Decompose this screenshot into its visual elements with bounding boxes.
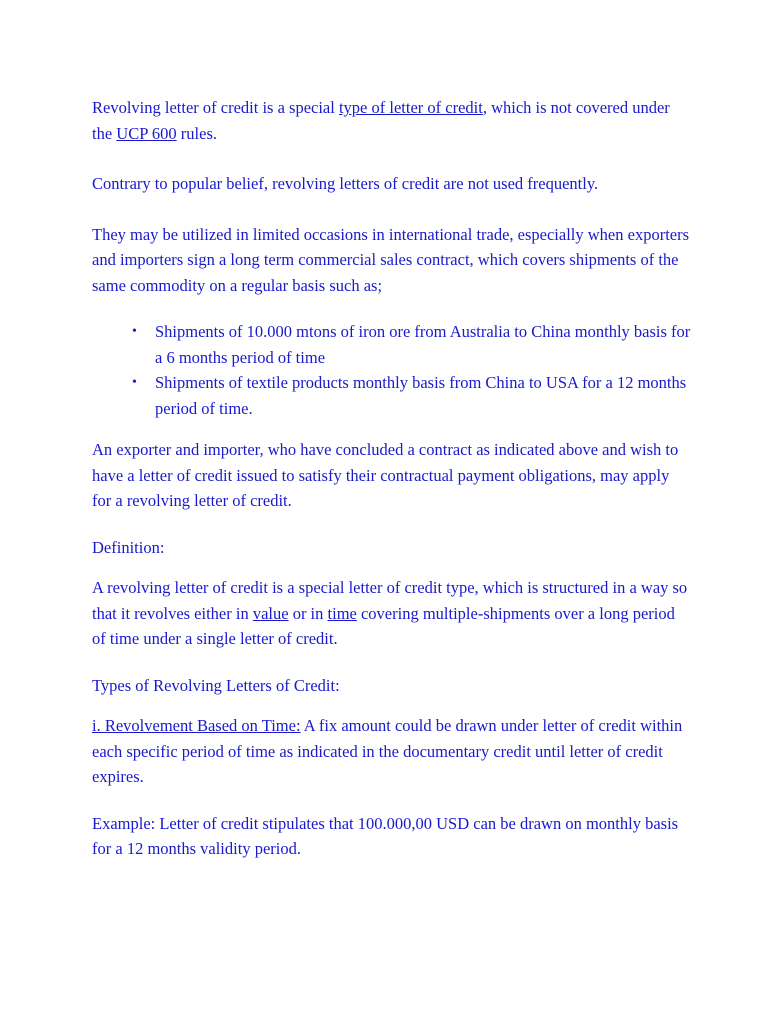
type-of-letter-of-credit-link[interactable]: type of letter of credit	[338, 98, 483, 117]
revolvement-time-paragraph	[92, 713, 692, 790]
revolvement-time-text: A fix amount could be drawn under letter of credit within each specific period of time as indicated in the documentary credit until letter of credit expires.	[92, 716, 683, 786]
definition-text-1: A revolving letter of credit is a special letter of credit type, which is structured in a way so that it revolves either in	[92, 578, 688, 623]
usage-paragraph: They may be utilized in limited occasions in international trade, especially when exporters and importers sign a long term commercial sales contract, which covers shipments of the same commodity on a regular basis such as;	[92, 224, 690, 295]
intro-text-3: rules.	[176, 123, 217, 143]
intro-text-1: Revolving letter of credit is a special	[92, 98, 339, 117]
definition-heading: Definition:	[92, 537, 165, 557]
definition-text-3: covering multiple-shipments over a long period of time under a single letter of credit.	[92, 603, 675, 648]
definition-paragraph	[92, 575, 692, 652]
time-term: time	[327, 603, 357, 623]
bullet-icon: •	[132, 375, 137, 390]
types-heading: Types of Revolving Letters of Credit:	[92, 675, 340, 695]
intro-paragraph	[92, 95, 692, 146]
example-paragraph: Example: Letter of credit stipulates that 100.000,00 USD can be drawn on monthly basis for a 12 months validity period.	[92, 813, 679, 858]
intro-text-2: , which is not covered under the	[92, 98, 670, 143]
list-item-text: Shipments of textile products monthly basis from China to USA for a 12 months period of time.	[155, 373, 687, 418]
value-term: value	[252, 603, 289, 623]
shipment-examples-list	[92, 319, 692, 421]
exporter-importer-paragraph: An exporter and importer, who have concluded a contract as indicated above and wish to have a letter of credit issued to satisfy their contractual payment obligations, may apply for a revolving letter of credit.	[92, 440, 679, 510]
list-item	[132, 319, 692, 370]
document-page	[92, 95, 692, 862]
bullet-icon: •	[132, 324, 137, 339]
contrary-paragraph: Contrary to popular belief, revolving letters of credit are not used frequently.	[92, 174, 599, 193]
revolvement-time-heading: i. Revolvement Based on Time:	[92, 716, 301, 735]
list-item	[132, 370, 692, 421]
definition-text-2: or in	[288, 603, 328, 623]
ucp-600-link[interactable]: UCP 600	[116, 123, 177, 143]
list-item-text: Shipments of 10.000 mtons of iron ore from Australia to China monthly basis for a 6 months period of time	[155, 322, 691, 367]
